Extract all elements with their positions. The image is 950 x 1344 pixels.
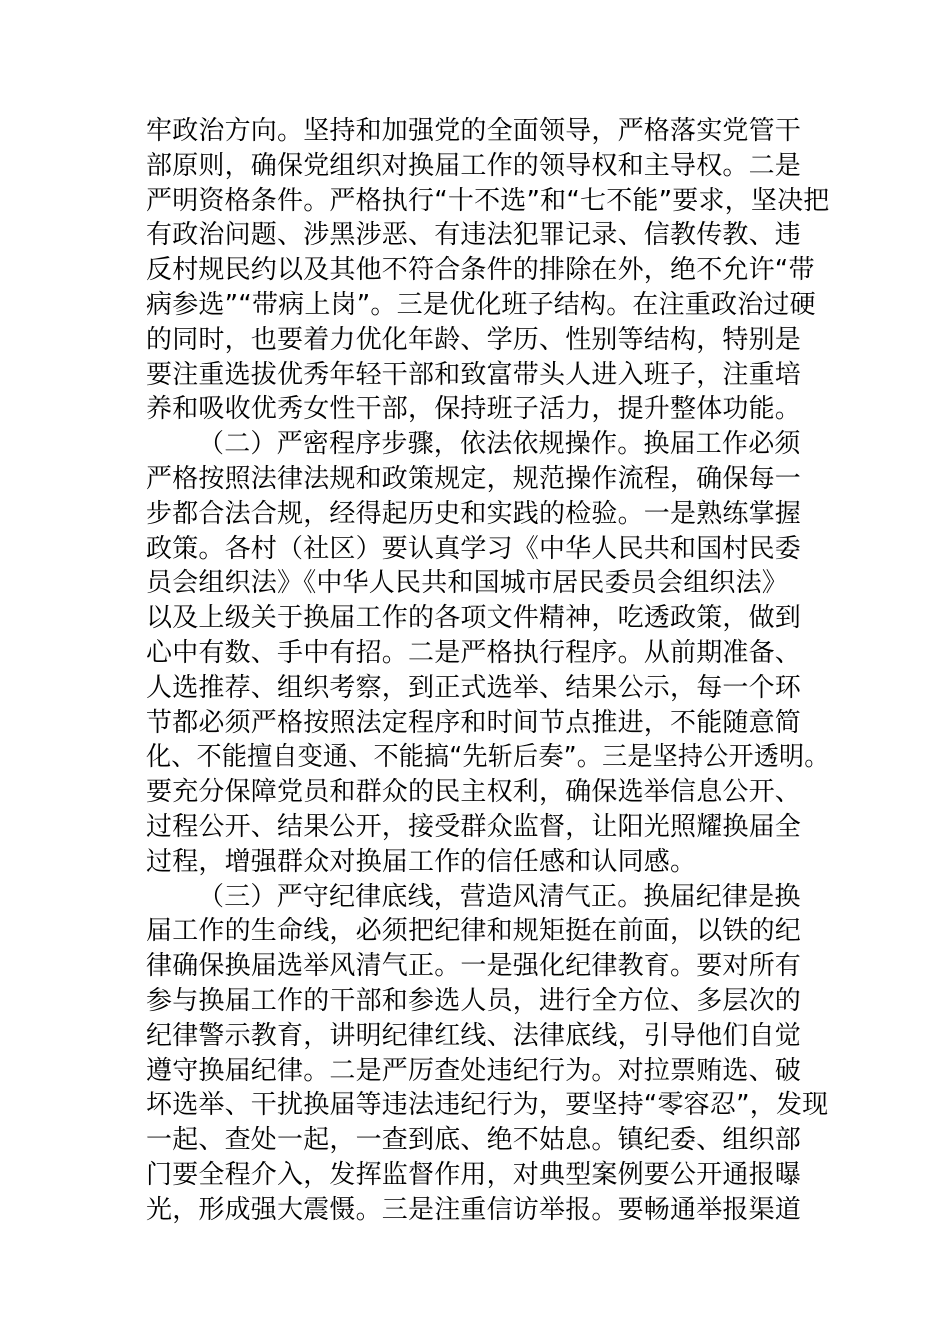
text-line: 过程公开、结果公开，接受群众监督，让阳光照耀换届全: [146, 811, 802, 842]
text-line: 节都必须严格按照法定程序和时间节点推进，不能随意简: [146, 707, 802, 738]
document-body: [146, 114, 830, 1228]
text-line: 参与换届工作的干部和参选人员，进行全方位、多层次的: [146, 985, 802, 1016]
text-line: 以及上级关于换届工作的各项文件精神，吃透政策，做到: [146, 603, 802, 634]
text-line: 过程，增强群众对换届工作的信任感和认同感。: [146, 846, 697, 877]
text-line: 养和吸收优秀女性干部，保持班子活力，提升整体功能。: [146, 394, 802, 425]
text-line: 牢政治方向。坚持和加强党的全面领导，严格落实党管干: [146, 116, 802, 146]
text-line: 员会组织法》《中华人民共和国城市居民委员会组织法》: [146, 568, 789, 599]
text-line: 坏选举、干扰换届等违法违纪行为，要坚持“零容忍”，发现: [146, 1090, 829, 1121]
text-line: 严明资格条件。严格执行“十不选”和“七不能”要求，坚决把: [146, 185, 830, 216]
text-line: 律确保换届选举风清气正。一是强化纪律教育。要对所有: [146, 951, 802, 982]
text-line: 病参选”“带病上岗”。三是优化班子结构。在注重政治过硬: [146, 289, 816, 320]
text-line: 有政治问题、涉黑涉恶、有违法犯罪记录、信教传教、违: [146, 220, 802, 251]
text-line: 要注重选拔优秀年轻干部和致富带头人进入班子，注重培: [146, 359, 802, 390]
text-line: 步都合法合规，经得起历史和实践的检验。一是熟练掌握: [146, 498, 802, 529]
paragraph-first-line: （三）严守纪律底线，营造风清气正。换届纪律是换: [198, 881, 801, 912]
text-line: 要充分保障党员和群众的民主权利，确保选举信息公开、: [146, 777, 802, 808]
text-line: 届工作的生命线，必须把纪律和规矩挺在前面，以铁的纪: [146, 916, 802, 947]
text-line: 的同时，也要着力优化年龄、学历、性别等结构，特别是: [146, 324, 802, 355]
text-line: 严格按照法律法规和政策规定，规范操作流程，确保每一: [146, 463, 802, 494]
text-line: 部原则，确保党组织对换届工作的领导权和主导权。二是: [146, 150, 802, 181]
text-line: 反村规民约以及其他不符合条件的排除在外，绝不允许“带: [146, 255, 815, 286]
paragraph-first-line: （二）严密程序步骤，依法依规操作。换届工作必须: [198, 429, 801, 460]
text-line: 人选推荐、组织考察，到正式选举、结果公示，每一个环: [146, 672, 802, 703]
text-line: 纪律警示教育，讲明纪律红线、法律底线，引导他们自觉: [146, 1020, 802, 1051]
text-line: 政策。各村（社区）要认真学习《中华人民共和国村民委: [146, 533, 802, 564]
text-line: 门要全程介入，发挥监督作用，对典型案例要公开通报曝: [146, 1159, 802, 1190]
text-line: 化、不能擅自变通、不能搞“先斩后奏”。三是坚持公开透明。: [146, 742, 830, 773]
text-line: 遵守换届纪律。二是严厉查处违纪行为。对拉票贿选、破: [146, 1055, 802, 1086]
text-line: 一起、查处一起，一查到底、绝不姑息。镇纪委、组织部: [146, 1125, 802, 1156]
text-line: 心中有数、手中有招。二是严格执行程序。从前期准备、: [146, 637, 802, 668]
text-line: 光，形成强大震慑。三是注重信访举报。要畅通举报渠道: [146, 1194, 802, 1225]
